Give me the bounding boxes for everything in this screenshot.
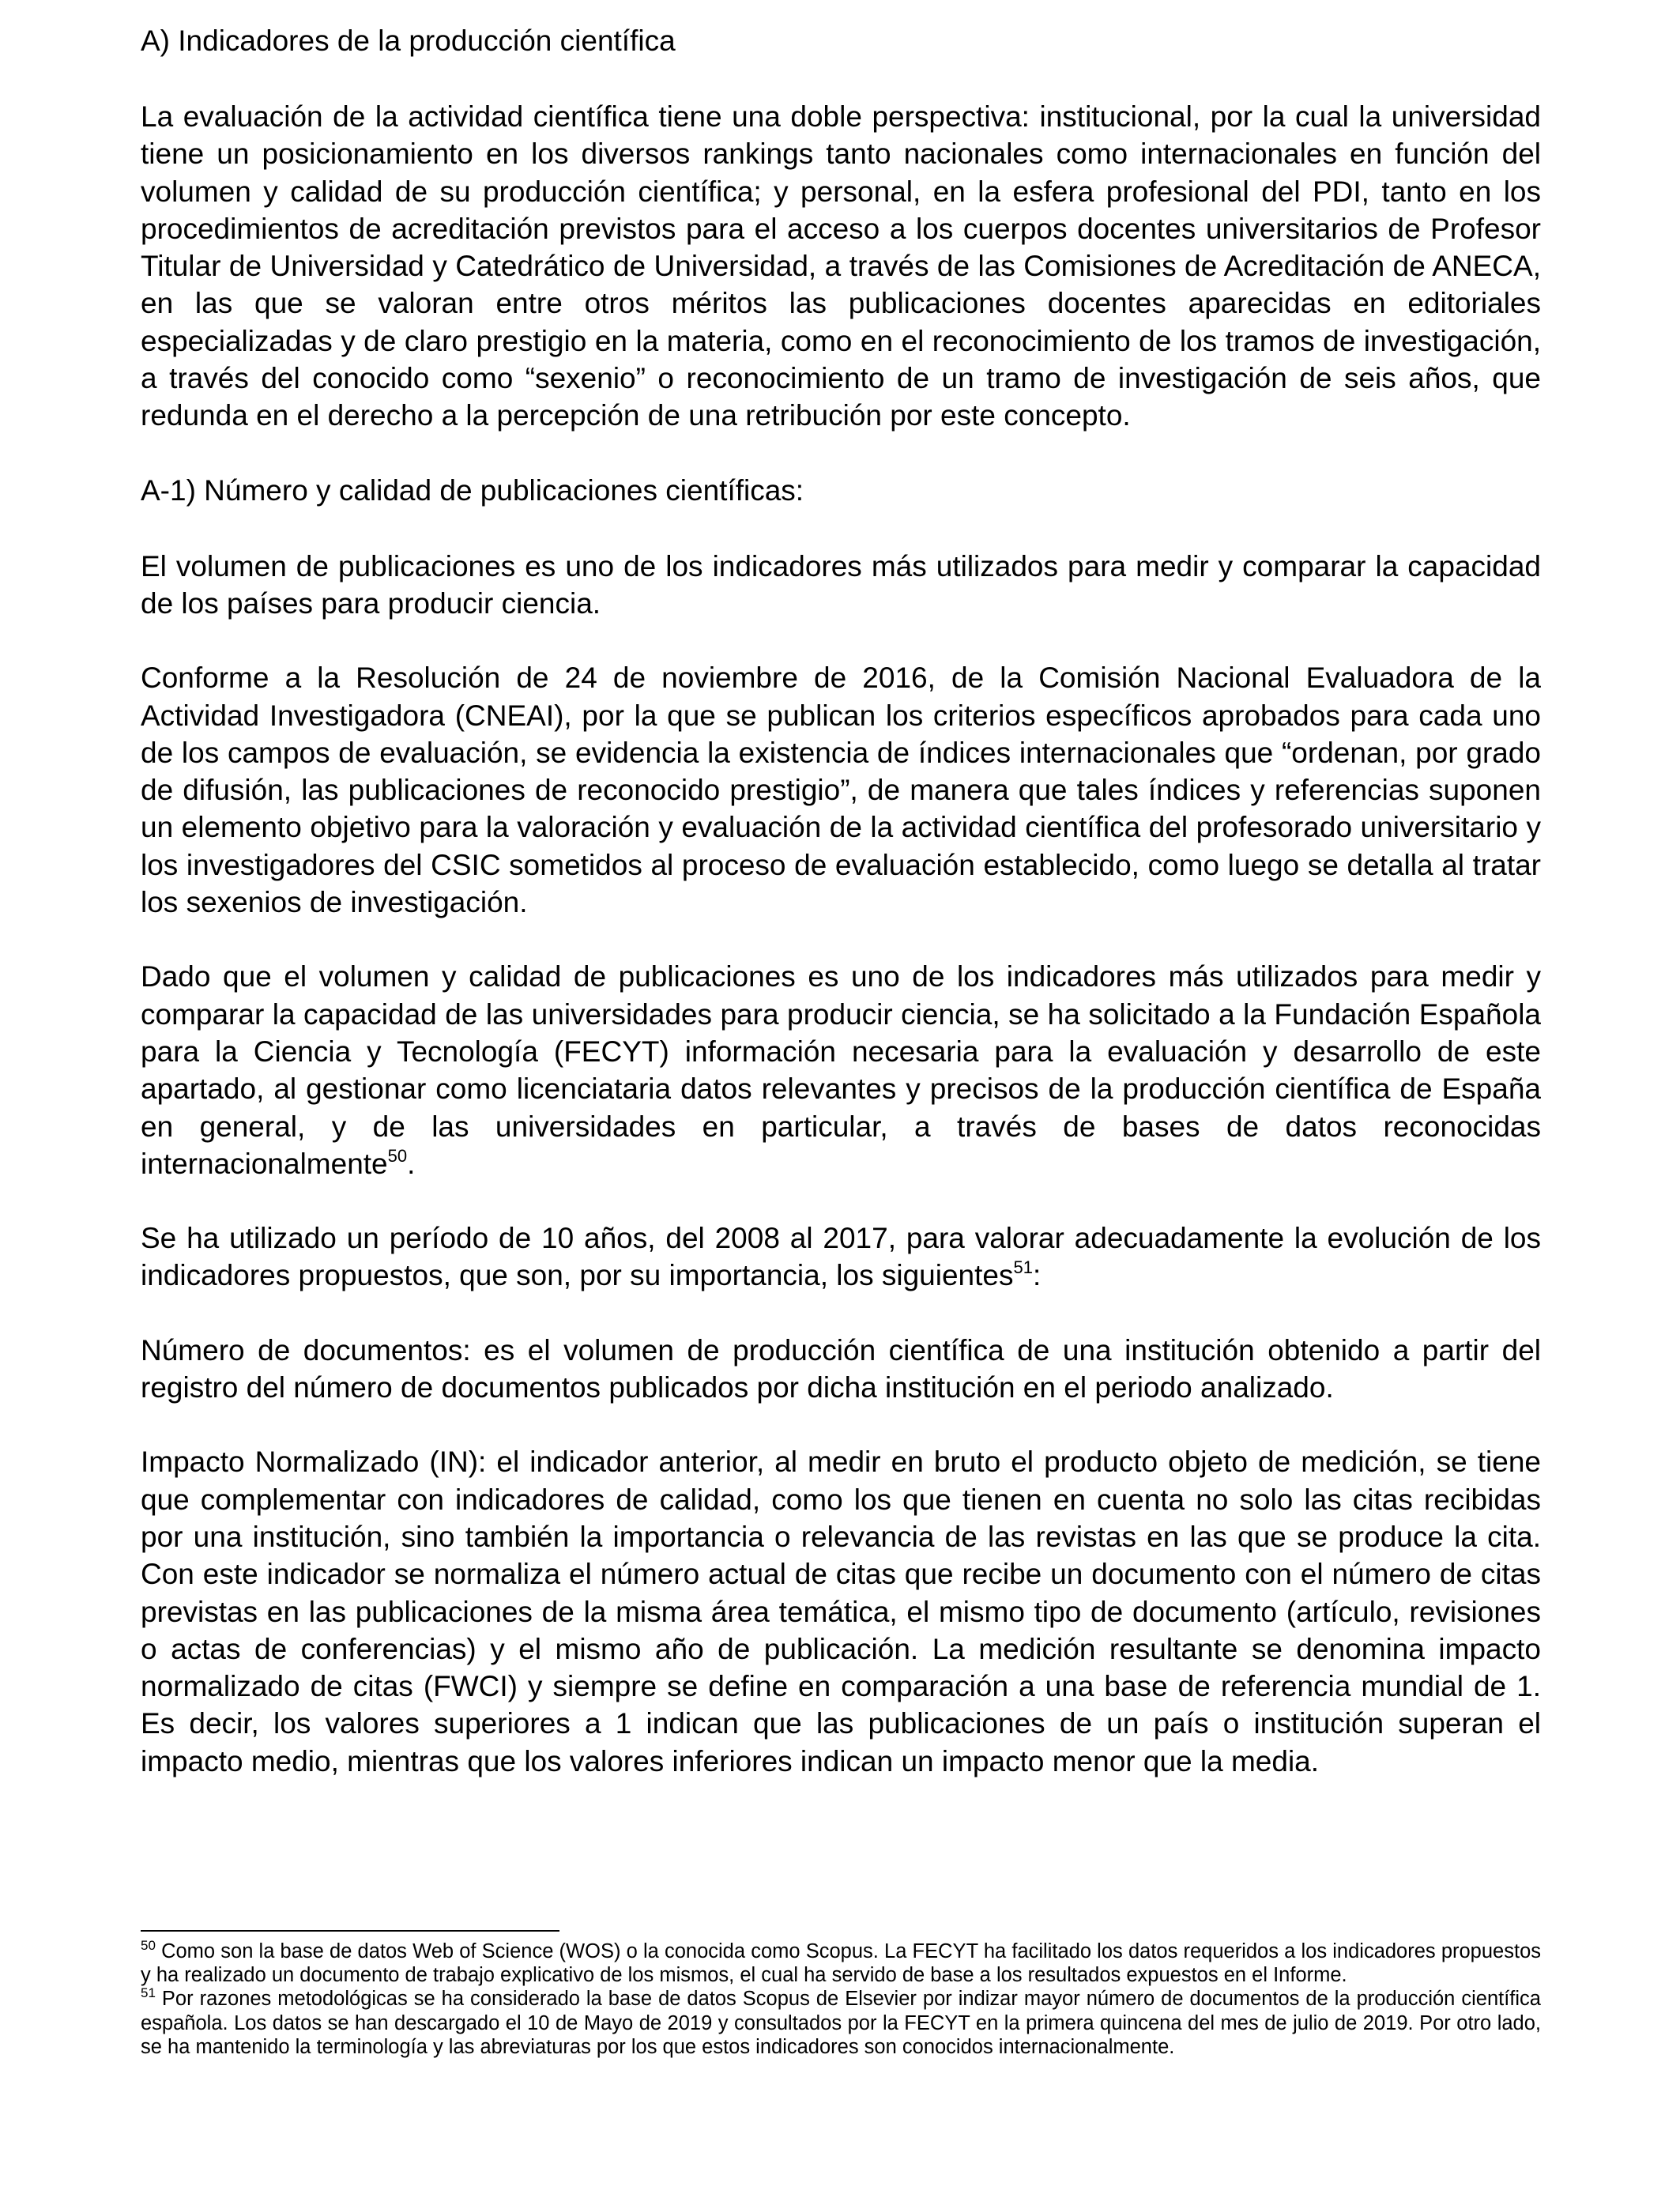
footnote-ref-50[interactable]: 50 [387, 1145, 408, 1166]
document-body [141, 22, 1541, 1780]
fecyt-paragraph-end: . [407, 1147, 416, 1180]
footnotes [141, 1930, 1541, 2059]
resolution-paragraph: Conforme a la Resolución de 24 de noviembre de 2016, de la Comisión Nacional Evaluadora de la Actividad Investigadora (CNEAI), por la que se publican los criterios específicos aprobados para cada uno de los campos de evaluación, se evidencia la existencia de índices internacionales que “ordenan, por grado de difusión, las publicaciones de reconocido prestigio”, de manera que tales índices y referencias suponen un elemento objetivo para la valoración y evaluación de la actividad científica del profesorado universitario y los investigadores del CSIC sometidos al proceso de evaluación establecido, como luego se detalla al tratar los sexenios de investigación. [141, 662, 1541, 919]
subsection-title: A-1) Número y calidad de publicaciones científicas: [141, 473, 804, 507]
footnote-text: Por razones metodológicas se ha considerado la base de datos Scopus de Elsevier por indizar mayor número de documentos de la producción científica española. Los datos se han descargado el 10 de Mayo de 2019 y consultados por la FECYT en la primera quincena del mes de julio de 2019. Por otro lado, se ha mantenido la terminología y las abreviaturas por los que estos indicadores son conocidos internacionalmente. [141, 1988, 1541, 2058]
footnote-51 [141, 1987, 1541, 2059]
intro-paragraph: La evaluación de la actividad científica tiene una doble perspectiva: institucional, por la cual la universidad tiene un posicionamiento en los diversos rankings tanto nacionales como internacionales en función del volumen y calidad de su producción científica; y personal, en la esfera profesional del PDI, tanto en los procedimientos de acreditación previstos para el acceso a los cuerpos docentes universitarios de Profesor Titular de Universidad y Catedrático de Universidad, a través de las Comisiones de Acreditación de ANECA, en las que se valoran entre otros méritos las publicaciones docentes aparecidas en editoriales especializadas y de claro prestigio en la materia, como en el reconocimiento de los tramos de investigación, a través del conocido como “sexenio” o reconocimiento de un tramo de investigación de seis años, que redunda en el derecho a la percepción de una retribución por este concepto. [141, 100, 1541, 432]
documents-paragraph: Número de documentos: es el volumen de producción científica de una institución obtenido a partir del registro del número de documentos publicados por dicha institución en el periodo analizado. [141, 1333, 1541, 1404]
footnote-text: Como son la base de datos Web of Science (WOS) o la conocida como Scopus. La FECYT ha facilitado los datos requeridos a los indicadores propuestos y ha realizado un documento de trabajo explicativo de los mismos, el cual ha servido de base a los resultados expuestos en el Informe. [141, 1940, 1541, 1987]
period-paragraph-end: : [1032, 1259, 1042, 1292]
footnote-number: 51 [141, 1985, 156, 2001]
footnote-number: 50 [141, 1938, 156, 1953]
footnote-ref-51[interactable]: 51 [1013, 1257, 1033, 1278]
impact-paragraph: Impacto Normalizado (IN): el indicador anterior, al medir en bruto el producto objeto de medición, se tiene que complementar con indicadores de calidad, como los que tienen en cuenta no solo las citas recibidas por una institución, sino también la importancia o relevancia de las revistas en las que se produce la cita. Con este indicador se normaliza el número actual de citas que recibe un documento con el número de citas previstas en las publicaciones de la misma área temática, el mismo tipo de documento (artículo, revisiones o actas de conferencias) y el mismo año de publicación. La medición resultante se denomina impacto normalizado de citas (FWCI) y siempre se define en comparación a una base de referencia mundial de 1. Es decir, los valores superiores a 1 indican que las publicaciones de un país o institución superan el impacto medio, mientras que los valores inferiores indican un impacto menor que la media. [141, 1446, 1541, 1777]
volume-paragraph: El volumen de publicaciones es uno de los indicadores más utilizados para medir y comparar la capacidad de los países para producir ciencia. [141, 549, 1541, 620]
footnote-separator [141, 1930, 559, 1932]
period-paragraph [141, 1220, 1541, 1295]
footnote-50 [141, 1940, 1541, 1987]
fecyt-paragraph-text: Dado que el volumen y calidad de publicaciones es uno de los indicadores más utilizados para medir y comparar la capacidad de las universidades para producir ciencia, se ha solicitado a la Fundación Española para la Ciencia y Tecnología (FECYT) información necesaria para la evaluación y desarrollo de este apartado, al gestionar como licenciataria datos relevantes y precisos de la producción científica de España en general, y de las universidades en particular, a través de bases de datos reconocidas internacionalmente [141, 960, 1541, 1180]
section-title: A) Indicadores de la producción científica [141, 25, 676, 57]
fecyt-paragraph [141, 958, 1541, 1182]
period-paragraph-text: Se ha utilizado un período de 10 años, del 2008 al 2017, para valorar adecuadamente la evolución de los indicadores propuestos, que son, por su importancia, los siguientes [141, 1222, 1541, 1292]
